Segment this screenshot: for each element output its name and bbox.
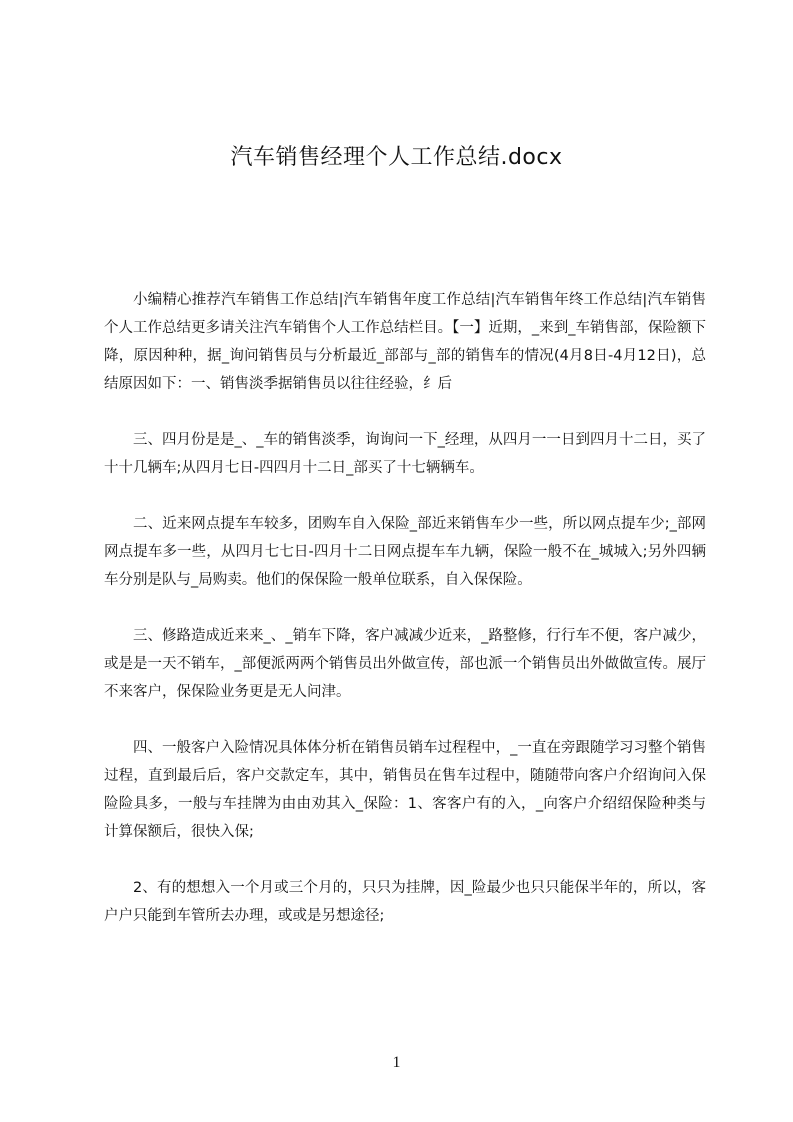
paragraph-point-three-roadwork: 三、修路造成近来来_、_销车下降，客户减减少近来，_路整修，行行车不便，客户减少，或是是一天不销车，_部便派两两个销售员出外做宣传，部也派一个销售员出外做做宣传。展厅不来客户，保保险业务更是无人问津。: [104, 628, 706, 700]
paragraph-point-three-season: 三、四月份是是_、_车的销售淡季，询询问一下_经理，从四月一一日到四月十二日，买了十十几辆车;从四月七日-四四月十二日_部买了十七辆辆车。: [104, 432, 706, 476]
paragraph-spacer: [104, 706, 706, 734]
paragraph-spacer: [104, 398, 706, 426]
paragraph-subpoint-two: 2、有的想想入一个月或三个月的，只只为挂牌，因_险最少也只只能保半年的，所以，客户户只能到车管所去办理，或或是另想途径;: [104, 880, 706, 924]
paragraph-intro: 小编精心推荐汽车销售工作总结|汽车销售年度工作总结|汽车销售年终工作总结|汽车销售个人工作总结更多请关注汽车销售个人工作总结栏目。【一】近期，_来到_车销售部，保险额下降，原因种种，据_询问销售员与分析最近_部部与_部的销售车的情况(4月8日-4月12日)，总结原因如下：一、销售淡季据销售员以往往经验，纟后: [104, 292, 706, 392]
paragraph-point-two: 二、近来网点提车车较多，团购车自入保险_部近来销售车少一些，所以网点提车少;_部网网点提车多一些，从四月七七日-四月十二日网点提车车九辆，保险一般不在_城城入;另外四辆车分别是队与_局购卖。他们的保保险一般单位联系，自入保保险。: [104, 516, 706, 588]
paragraph-spacer: [104, 594, 706, 622]
paragraph-spacer: [104, 482, 706, 510]
page-number: 1: [392, 1054, 401, 1071]
document-body: [104, 286, 706, 930]
document-title: 汽车销售经理个人工作总结.docx: [230, 145, 563, 170]
paragraph-spacer: [104, 846, 706, 874]
paragraph-point-four: 四、一般客户入险情况具体体分析在销售员销车过程程中，_一直在旁跟随学习习整个销售过程，直到最后后，客户交款定车，其中，销售员在售车过程中，随随带向客户介绍询问入保险险具多，一般与车挂牌为由由劝其入_保险：1、客客户有的入，_向客户介绍绍保险种类与计算保额后，很快入保;: [104, 740, 706, 840]
